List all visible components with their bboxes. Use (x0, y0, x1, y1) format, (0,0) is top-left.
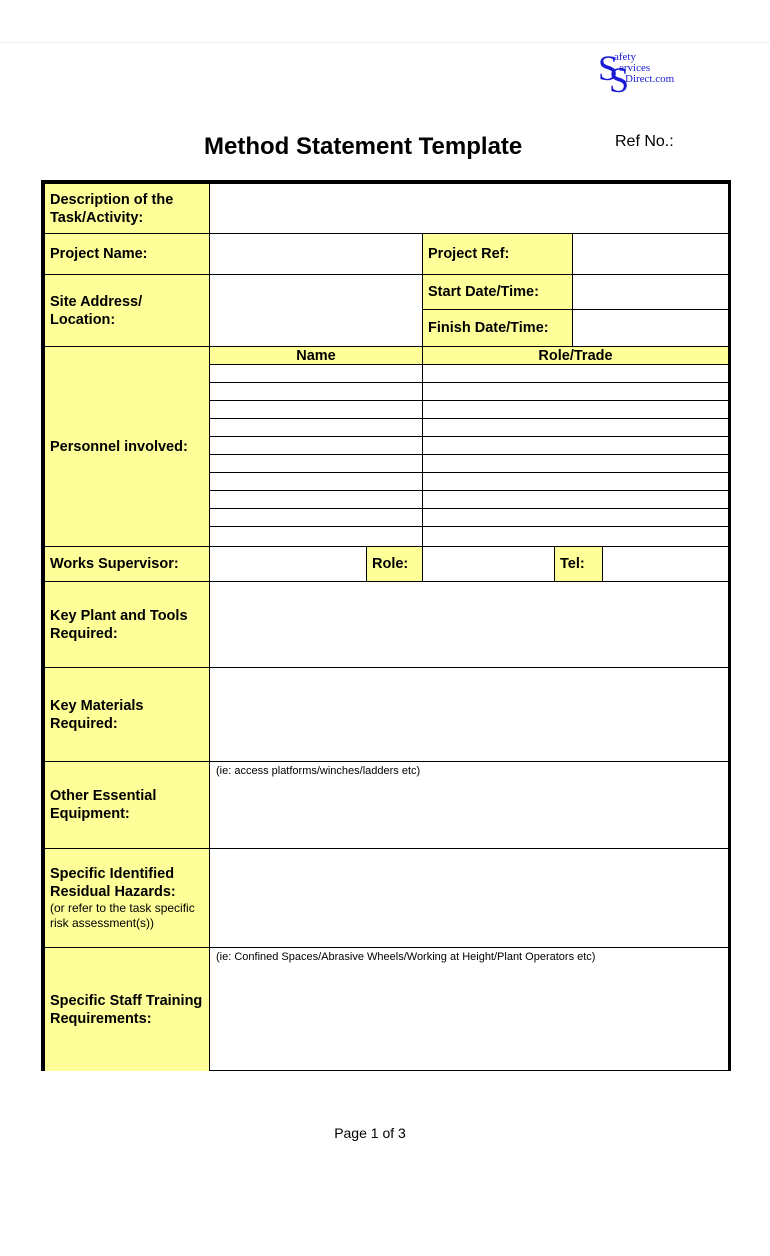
key-materials-label: Key Materials Required: (45, 668, 210, 762)
personnel-role-cell[interactable] (423, 455, 728, 473)
project-ref-field[interactable] (573, 234, 728, 275)
role-field[interactable] (423, 547, 555, 582)
other-equipment-field[interactable] (210, 762, 728, 849)
page-number: Page 1 of 3 (334, 1125, 406, 1141)
project-name-label: Project Name: (45, 234, 210, 275)
role-trade-column-header: Role/Trade (423, 347, 728, 365)
site-address-field[interactable] (210, 275, 423, 347)
personnel-role-cell[interactable] (423, 509, 728, 527)
works-supervisor-field[interactable] (210, 547, 367, 582)
personnel-name-cell[interactable] (210, 527, 423, 547)
key-materials-field[interactable] (210, 668, 728, 762)
company-logo (598, 50, 708, 98)
method-statement-form (41, 180, 731, 1071)
personnel-role-cell[interactable] (423, 383, 728, 401)
description-field[interactable] (210, 184, 728, 234)
site-address-label: Site Address/ Location: (45, 275, 210, 347)
residual-hazards-sublabel: (or refer to the task specific risk assessment(s)) (50, 901, 195, 930)
residual-hazards-label: Specific Identified Residual Hazards: (50, 866, 176, 900)
key-plant-label: Key Plant and Tools Required: (45, 582, 210, 668)
start-date-field[interactable] (573, 275, 728, 310)
residual-hazards-label-cell (45, 849, 210, 948)
personnel-role-cell[interactable] (423, 401, 728, 419)
works-supervisor-label: Works Supervisor: (45, 547, 210, 582)
key-plant-field[interactable] (210, 582, 728, 668)
finish-date-field[interactable] (573, 310, 728, 347)
personnel-name-cell[interactable] (210, 365, 423, 383)
tel-field[interactable] (603, 547, 728, 582)
staff-training-field[interactable] (210, 948, 728, 1071)
other-equipment-label: Other Essential Equipment: (45, 762, 210, 849)
name-column-header: Name (210, 347, 423, 365)
logo-wordmark: afety ervices Direct.com (614, 51, 675, 85)
personnel-role-cell[interactable] (423, 491, 728, 509)
finish-date-label: Finish Date/Time: (423, 310, 573, 347)
personnel-name-cell[interactable] (210, 491, 423, 509)
training-hint: (ie: Confined Spaces/Abrasive Wheels/Working at Height/Plant Operators etc) (216, 951, 596, 963)
personnel-name-cell[interactable] (210, 437, 423, 455)
personnel-role-cell[interactable] (423, 473, 728, 491)
role-label: Role: (367, 547, 423, 582)
personnel-name-cell[interactable] (210, 509, 423, 527)
personnel-role-cell[interactable] (423, 365, 728, 383)
personnel-role-cell[interactable] (423, 419, 728, 437)
equipment-hint: (ie: access platforms/winches/ladders etc) (216, 765, 421, 777)
personnel-name-cell[interactable] (210, 401, 423, 419)
personnel-name-cell[interactable] (210, 473, 423, 491)
logo-initials: SS (598, 48, 621, 100)
staff-training-label: Specific Staff Training Requirements: (45, 948, 210, 1071)
start-date-label: Start Date/Time: (423, 275, 573, 310)
personnel-name-cell[interactable] (210, 383, 423, 401)
project-name-field[interactable] (210, 234, 423, 275)
tel-label: Tel: (555, 547, 603, 582)
personnel-role-cell[interactable] (423, 527, 728, 547)
personnel-role-cell[interactable] (423, 437, 728, 455)
ref-no-label: Ref No.: (615, 133, 674, 150)
residual-hazards-field[interactable] (210, 849, 728, 948)
personnel-name-cell[interactable] (210, 419, 423, 437)
description-label: Description of the Task/Activity: (45, 184, 210, 234)
page-title: Method Statement Template (204, 133, 523, 160)
personnel-label: Personnel involved: (45, 347, 210, 547)
top-rule (0, 42, 770, 43)
project-ref-label: Project Ref: (423, 234, 573, 275)
personnel-name-cell[interactable] (210, 455, 423, 473)
